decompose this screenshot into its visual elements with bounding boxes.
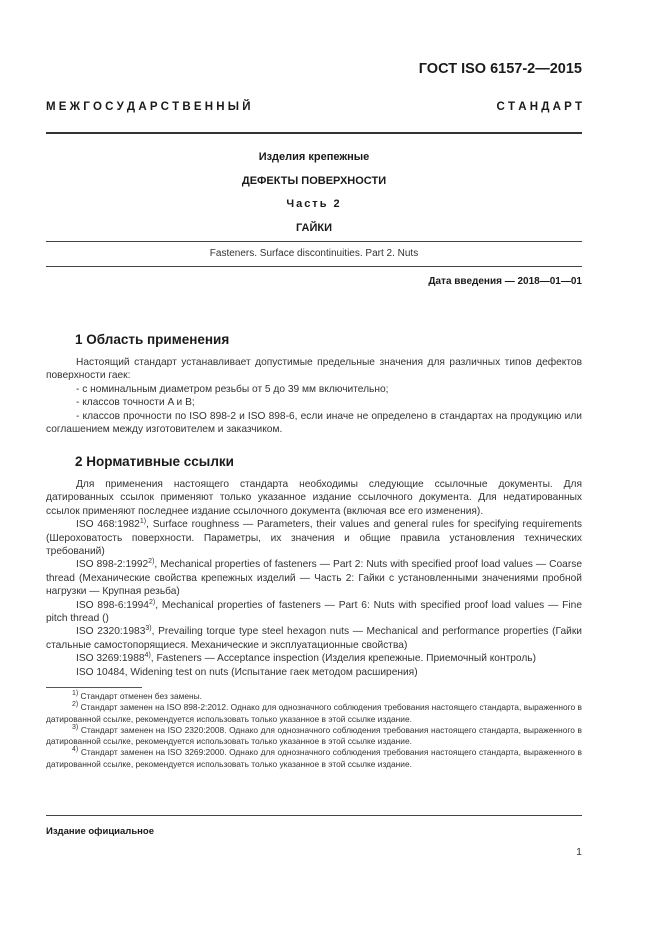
footnote: $^{2)}$ Стандарт заменен на ISO 898-2:2012. Однако для однозначного соблюдения требования настоящего стандарта, выраженного в датированной ссылке, рекомендуется использовать только указанное в этой ссылке издание.	[46, 701, 582, 724]
scope-item: - с номинальным диаметром резьбы от 5 до 39 мм включительно;	[76, 383, 389, 395]
reference-item: ISO 10484, Widening test on nuts (Испытание гаек методом расширения)	[76, 666, 418, 678]
title-line-4: ГАЙКИ	[295, 222, 332, 234]
document-number: ГОСТ ISO 6157-2—2015	[418, 61, 582, 77]
reference-item: ISO 898-2:1992$^{2)}$, Mechanical properties of fasteners — Part 2: Nuts with specified proof load values — Coarse thread (Механические свойства крепежных изделий — Часть 2: Гайки с установленными значениями пробной нагрузки — Крупная резьба)	[46, 558, 582, 598]
scope-item: - классов точности A и B;	[76, 397, 195, 409]
title-part: Часть 2	[286, 198, 342, 210]
section-2-heading: 2 Нормативные ссылки	[75, 454, 234, 469]
reference-item: ISO 898-6:1994$^{2)}$, Mechanical properties of fasteners — Part 6: Nuts with specified proof load values — Fine pitch thread ()	[46, 598, 582, 625]
footnote: $^{4)}$ Стандарт заменен на ISO 3269:2000. Однако для однозначного соблюдения требования настоящего стандарта, выраженного в датированной ссылке, рекомендуется использовать только указанное в этой ссылке издание.	[46, 746, 582, 769]
footnotes	[46, 691, 582, 770]
header-divider	[46, 132, 582, 134]
standard-type-banner	[46, 101, 582, 117]
title-divider-top	[46, 241, 582, 242]
references-intro: Для применения настоящего стандарта необходимы следующие ссылочные документы. Для датированных ссылок применяют только указанное издание ссылочного документа. Для недатированных ссылок применяют последнее издание ссылочного документа (включая все его изменения).	[46, 479, 582, 517]
reference-item: ISO 468:1982$^{1)}$, Surface roughness — Parameters, their values and general rules for specifying requirements (Шероховатость поверхности. Параметры, их значения и общие правила установления технических требований)	[46, 518, 583, 558]
title-line-2: ДЕФЕКТЫ ПОВЕРХНОСТИ	[241, 175, 387, 187]
footnote: $^{3)}$ Стандарт заменен на ISO 2320:2008. Однако для однозначного соблюдения требования настоящего стандарта, выраженного в датированной ссылке, рекомендуется использовать только указанное в этой ссылке издание.	[46, 723, 582, 747]
footnote: $^{1)}$ Стандарт отменен без замены.	[72, 690, 203, 701]
title-divider-bottom	[46, 266, 582, 267]
scope-item: - классов прочности по ISO 898-2 и ISO 898-6, если иначе не определено в стандартах на продукцию или соглашением между изготовителем и заказчиком.	[46, 410, 582, 436]
reference-item: ISO 3269:1988$^{4)}$, Fasteners — Acceptance inspection (Изделия крепежные. Приемочный контроль)	[76, 652, 537, 665]
page-number: 1	[576, 846, 582, 858]
footer-divider	[46, 815, 582, 816]
footnote-separator	[46, 687, 142, 688]
section-1-heading: 1 Область применения	[75, 332, 230, 347]
standard-type-word-2: С Т А Н Д А Р Т	[496, 101, 582, 113]
introduction-date: Дата введения — 2018—01—01	[428, 276, 582, 287]
section-2-body	[46, 478, 582, 679]
title-line-1: Изделия крепежные	[258, 151, 370, 163]
english-title: Fasteners. Surface discontinuities. Part 2. Nuts	[209, 248, 419, 259]
edition-label: Издание официальное	[46, 826, 154, 837]
scope-paragraph: Настоящий стандарт устанавливает допустимые предельные значения для различных типов дефектов поверхности гаек:	[46, 357, 582, 382]
reference-item: ISO 2320:1983$^{3)}$, Prevailing torque type steel hexagon nuts — Mechanical and performance properties (Гайки стальные самостопорящиеся. Механические и эксплуатационные свойства)	[46, 625, 582, 651]
section-1-body	[46, 356, 582, 436]
standard-type-word-1: М Е Ж Г О С У Д А Р С Т В Е Н Н Ы Й	[46, 101, 251, 113]
